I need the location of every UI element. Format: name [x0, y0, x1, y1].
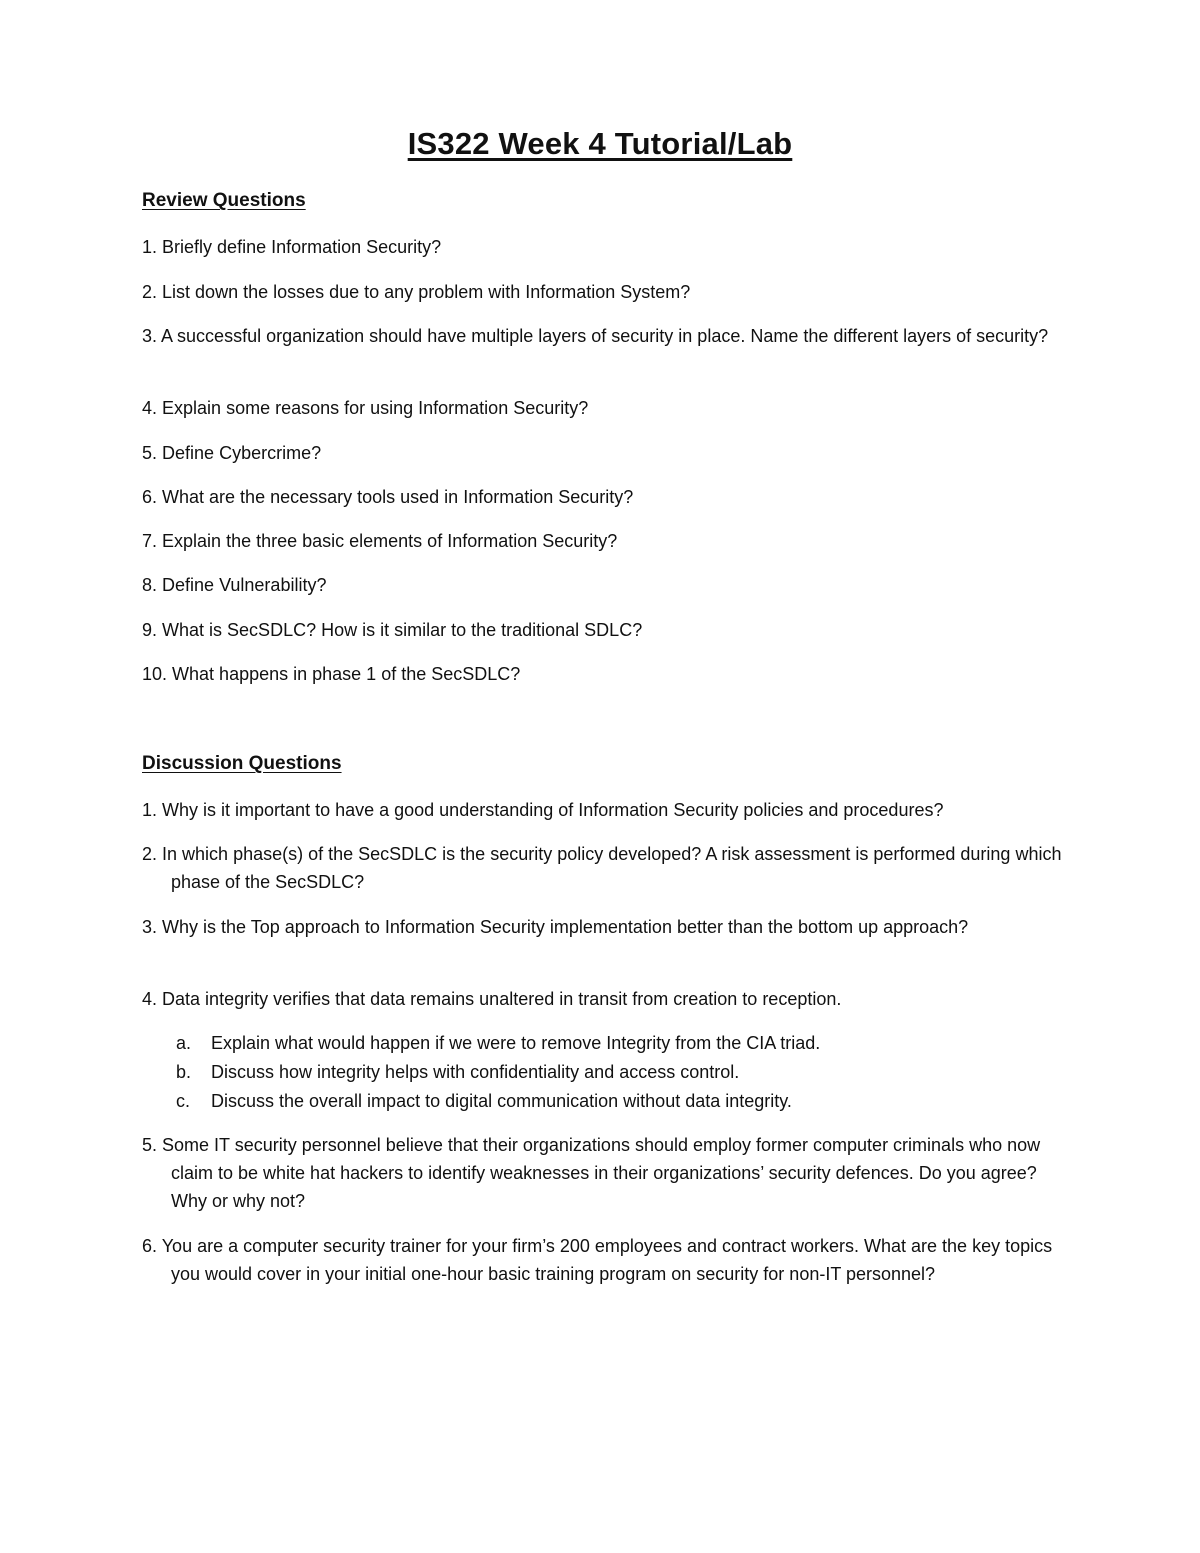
question-number: 7. — [142, 531, 158, 551]
review-question-9 — [142, 616, 1062, 644]
review-question-8 — [142, 571, 1062, 599]
sub-question-a — [176, 1029, 1056, 1058]
discussion-question-6 — [142, 1232, 1062, 1288]
sub-question-letter: c. — [176, 1091, 191, 1111]
question-text: Explain some reasons for using Information Security? — [162, 398, 589, 418]
question-number: 6. — [142, 487, 158, 507]
question-text: Some IT security personnel believe that their organizations should employ former computer criminals who now claim to be white hat hackers to identify weaknesses in their organizations’ security defences. Do you agree? Why or why not? — [162, 1135, 1041, 1211]
document-title: IS322 Week 4 Tutorial/Lab — [407, 126, 793, 161]
sub-question-text: Discuss the overall impact to digital communication without data integrity. — [211, 1091, 792, 1111]
sub-question-letter: a. — [176, 1033, 192, 1053]
question-number: 8. — [142, 575, 158, 595]
discussion-questions-heading: Discussion Questions — [142, 753, 342, 774]
discussion-question-2 — [142, 840, 1062, 896]
question-text: Define Cybercrime? — [162, 443, 322, 463]
question-number: 5. — [142, 1135, 158, 1155]
question-text: Data integrity verifies that data remains unaltered in transit from creation to reception. — [162, 989, 842, 1009]
review-question-6 — [142, 483, 1062, 511]
review-question-3 — [142, 322, 1062, 350]
sub-question-c — [176, 1087, 1056, 1116]
question-text: In which phase(s) of the SecSDLC is the security policy developed? A risk assessment is performed during which phase of the SecSDLC? — [162, 844, 1062, 892]
question-text: A successful organization should have multiple layers of security in place. Name the different layers of security? — [161, 326, 1049, 346]
question-text: List down the losses due to any problem with Information System? — [162, 282, 691, 302]
sub-question-letter: b. — [176, 1062, 192, 1082]
question-number: 1. — [142, 800, 158, 820]
sub-question-text: Explain what would happen if we were to remove Integrity from the CIA triad. — [211, 1033, 821, 1053]
discussion-question-4 — [142, 985, 1062, 1013]
question-text: Why is it important to have a good understanding of Information Security policies and procedures? — [162, 800, 944, 820]
question-text: What is SecSDLC? How is it similar to the traditional SDLC? — [162, 620, 643, 640]
review-question-7 — [142, 527, 1062, 555]
question-number: 3. — [142, 326, 158, 346]
question-text: Explain the three basic elements of Information Security? — [162, 531, 618, 551]
question-number: 2. — [142, 282, 158, 302]
question-text: What happens in phase 1 of the SecSDLC? — [172, 664, 521, 684]
sub-question-b — [176, 1058, 1056, 1087]
question-number: 10. — [142, 664, 168, 684]
question-number: 4. — [142, 989, 158, 1009]
question-number: 1. — [142, 237, 158, 257]
review-questions-heading: Review Questions — [142, 190, 306, 211]
question-number: 5. — [142, 443, 158, 463]
question-text: What are the necessary tools used in Information Security? — [162, 487, 634, 507]
review-question-5 — [142, 439, 1062, 467]
question-number: 6. — [142, 1236, 158, 1256]
discussion-question-5 — [142, 1131, 1062, 1215]
question-number: 2. — [142, 844, 158, 864]
review-question-1 — [142, 233, 1062, 261]
sub-question-text: Discuss how integrity helps with confidentiality and access control. — [211, 1062, 740, 1082]
discussion-question-3 — [142, 913, 1062, 941]
question-text: Define Vulnerability? — [162, 575, 327, 595]
review-question-2 — [142, 278, 1062, 306]
review-question-4 — [142, 394, 1062, 422]
review-question-10 — [142, 660, 1062, 688]
question-text: Why is the Top approach to Information Security implementation better than the bottom up approach? — [162, 917, 969, 937]
discussion-question-1 — [142, 796, 1062, 824]
question-number: 9. — [142, 620, 158, 640]
question-text: You are a computer security trainer for your firm’s 200 employees and contract workers. What are the key topics you would cover in your initial one-hour basic training program on security for non-IT personnel? — [161, 1236, 1053, 1284]
question-text: Briefly define Information Security? — [162, 237, 442, 257]
question-number: 3. — [142, 917, 158, 937]
question-number: 4. — [142, 398, 158, 418]
